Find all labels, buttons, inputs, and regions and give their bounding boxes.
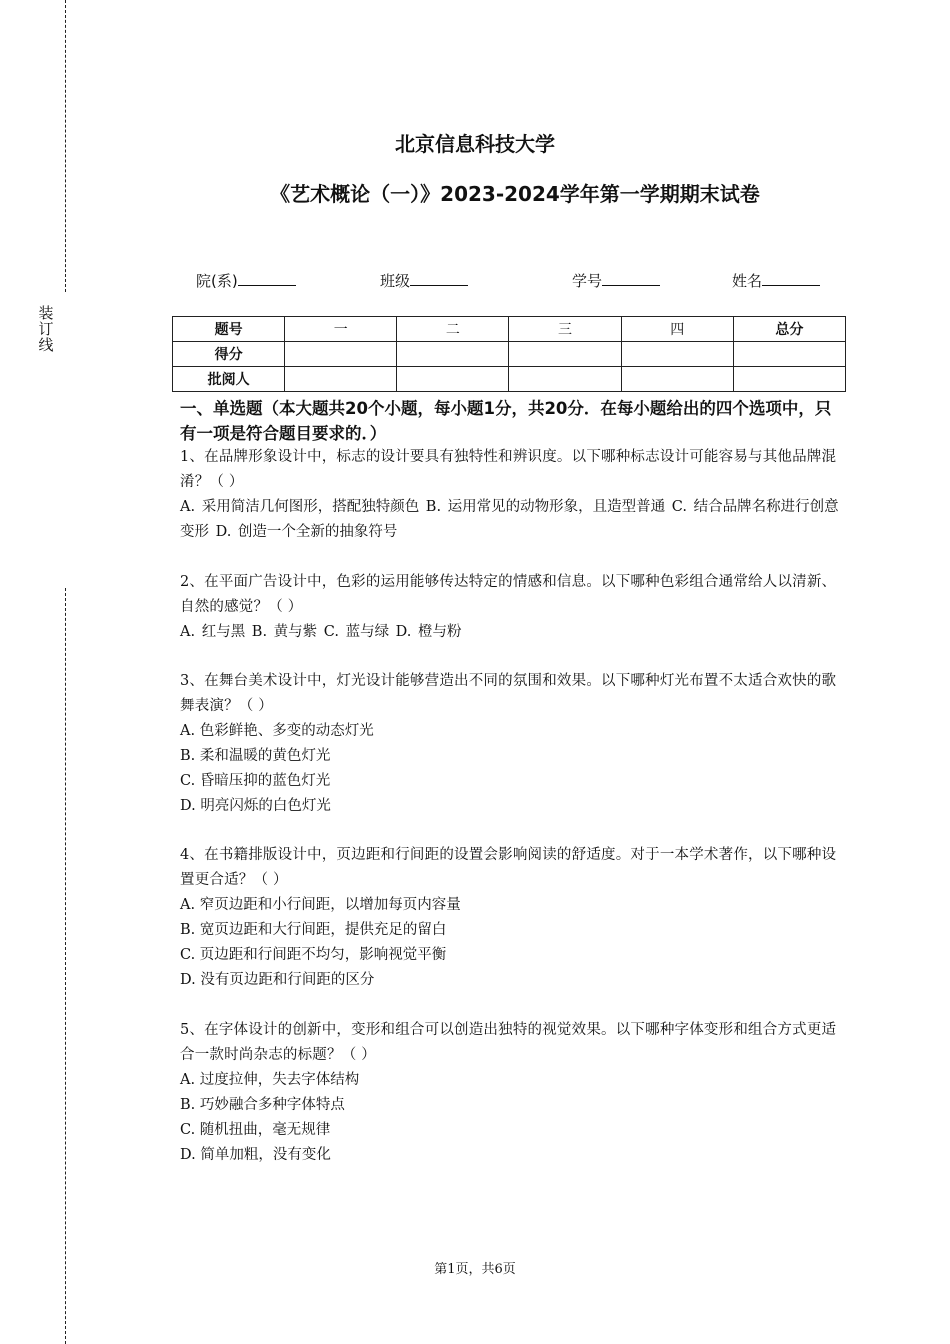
question-1 [180,445,840,545]
question-4 [180,843,840,993]
question-2 [180,570,840,645]
score-table-row [173,342,846,367]
option: D. 明亮闪烁的白色灯光 [180,798,331,814]
option: A. 过度拉伸，失去字体结构 [180,1072,360,1088]
score-table [172,316,846,392]
grader-cell[interactable] [621,367,733,392]
grader-cell[interactable] [397,367,509,392]
option: C. 页边距和行间距不均匀，影响视觉平衡 [180,947,447,963]
binding-line-bottom [65,588,66,1344]
question-options: A. 采用简洁几何图形，搭配独特颜色 B. 运用常见的动物形象，且造型普通 C. 结合品牌名称进行创意变形 D. 创造一个全新的抽象符号 [180,499,839,540]
binding-char: 线 [38,336,54,354]
score-header-cell: 四 [621,317,733,342]
option: A. 色彩鲜艳、多变的动态灯光 [180,723,374,739]
info-id-blank[interactable] [602,271,660,286]
option: B. 巧妙融合多种字体特点 [180,1097,345,1113]
info-id-label: 学号 [572,272,603,290]
score-table-header-row [173,317,846,342]
section-heading: 一、单选题（本大题共20个小题，每小题1分，共20分．在每小题给出的四个选项中，只有一项是符合题目要求的．） [180,399,832,443]
binding-char: 装 [38,304,54,322]
question-stem: 1、在品牌形象设计中，标志的设计要具有独特性和辨识度。以下哪种标志设计可能容易与其他品牌混淆？（ ） [180,449,837,490]
question-3 [180,669,840,819]
score-header-cell: 一 [285,317,397,342]
info-class [380,270,468,291]
binding-label [38,305,54,353]
option: C. 昏暗压抑的蓝色灯光 [180,773,331,789]
question-stem: 4、在书籍排版设计中，页边距和行间距的设置会影响阅读的舒适度。对于一本学术著作，以下哪种设置更合适？（ ） [180,847,837,888]
option: A. 窄页边距和小行间距，以增加每页内容量 [180,897,461,913]
grader-cell[interactable] [285,367,397,392]
option: D. 简单加粗，没有变化 [180,1147,331,1163]
score-cell[interactable] [621,342,733,367]
score-header-cell: 总分 [733,317,845,342]
info-id [572,270,660,291]
question-stem: 2、在平面广告设计中，色彩的运用能够传达特定的情感和信息。以下哪种色彩组合通常给人以清新、自然的感觉？（ ） [180,574,837,615]
info-class-label: 班级 [380,272,411,290]
question-stem: 5、在字体设计的创新中，变形和组合可以创造出独特的视觉效果。以下哪种字体变形和组合方式更适合一款时尚杂志的标题？（ ） [180,1022,837,1063]
school-name: 北京信息科技大学 [395,132,555,156]
score-cell[interactable] [397,342,509,367]
score-header-cell: 二 [397,317,509,342]
score-cell[interactable] [509,342,621,367]
info-dept-blank[interactable] [238,271,296,286]
option: C. 随机扭曲，毫无规律 [180,1122,331,1138]
score-header-cell: 三 [509,317,621,342]
score-header-cell: 题号 [173,317,285,342]
grader-cell[interactable] [509,367,621,392]
score-table-row [173,367,846,392]
info-name [732,270,820,291]
score-cell[interactable] [285,342,397,367]
binding-char: 订 [38,320,54,338]
option: B. 柔和温暖的黄色灯光 [180,748,331,764]
info-class-blank[interactable] [410,271,468,286]
score-cell[interactable] [733,342,845,367]
question-stem: 3、在舞台美术设计中，灯光设计能够营造出不同的氛围和效果。以下哪种灯光布置不太适合欢快的歌舞表演？（ ） [180,673,837,714]
info-name-label: 姓名 [732,272,763,290]
info-dept [196,270,296,291]
option: D. 没有页边距和行间距的区分 [180,972,375,988]
question-options: A. 红与黑 B. 黄与紫 C. 蓝与绿 D. 橙与粉 [180,624,462,640]
option: B. 宽页边距和大行间距，提供充足的留白 [180,922,447,938]
info-dept-label: 院(系) [196,272,238,290]
exam-title: 《艺术概论（一）》2023-2024学年第一学期期末试卷 [270,182,760,206]
info-name-blank[interactable] [762,271,820,286]
page-number: 第1页，共6页 [434,1262,516,1277]
score-row-label: 批阅人 [173,367,285,392]
score-row-label: 得分 [173,342,285,367]
grader-cell[interactable] [733,367,845,392]
question-5 [180,1018,840,1168]
